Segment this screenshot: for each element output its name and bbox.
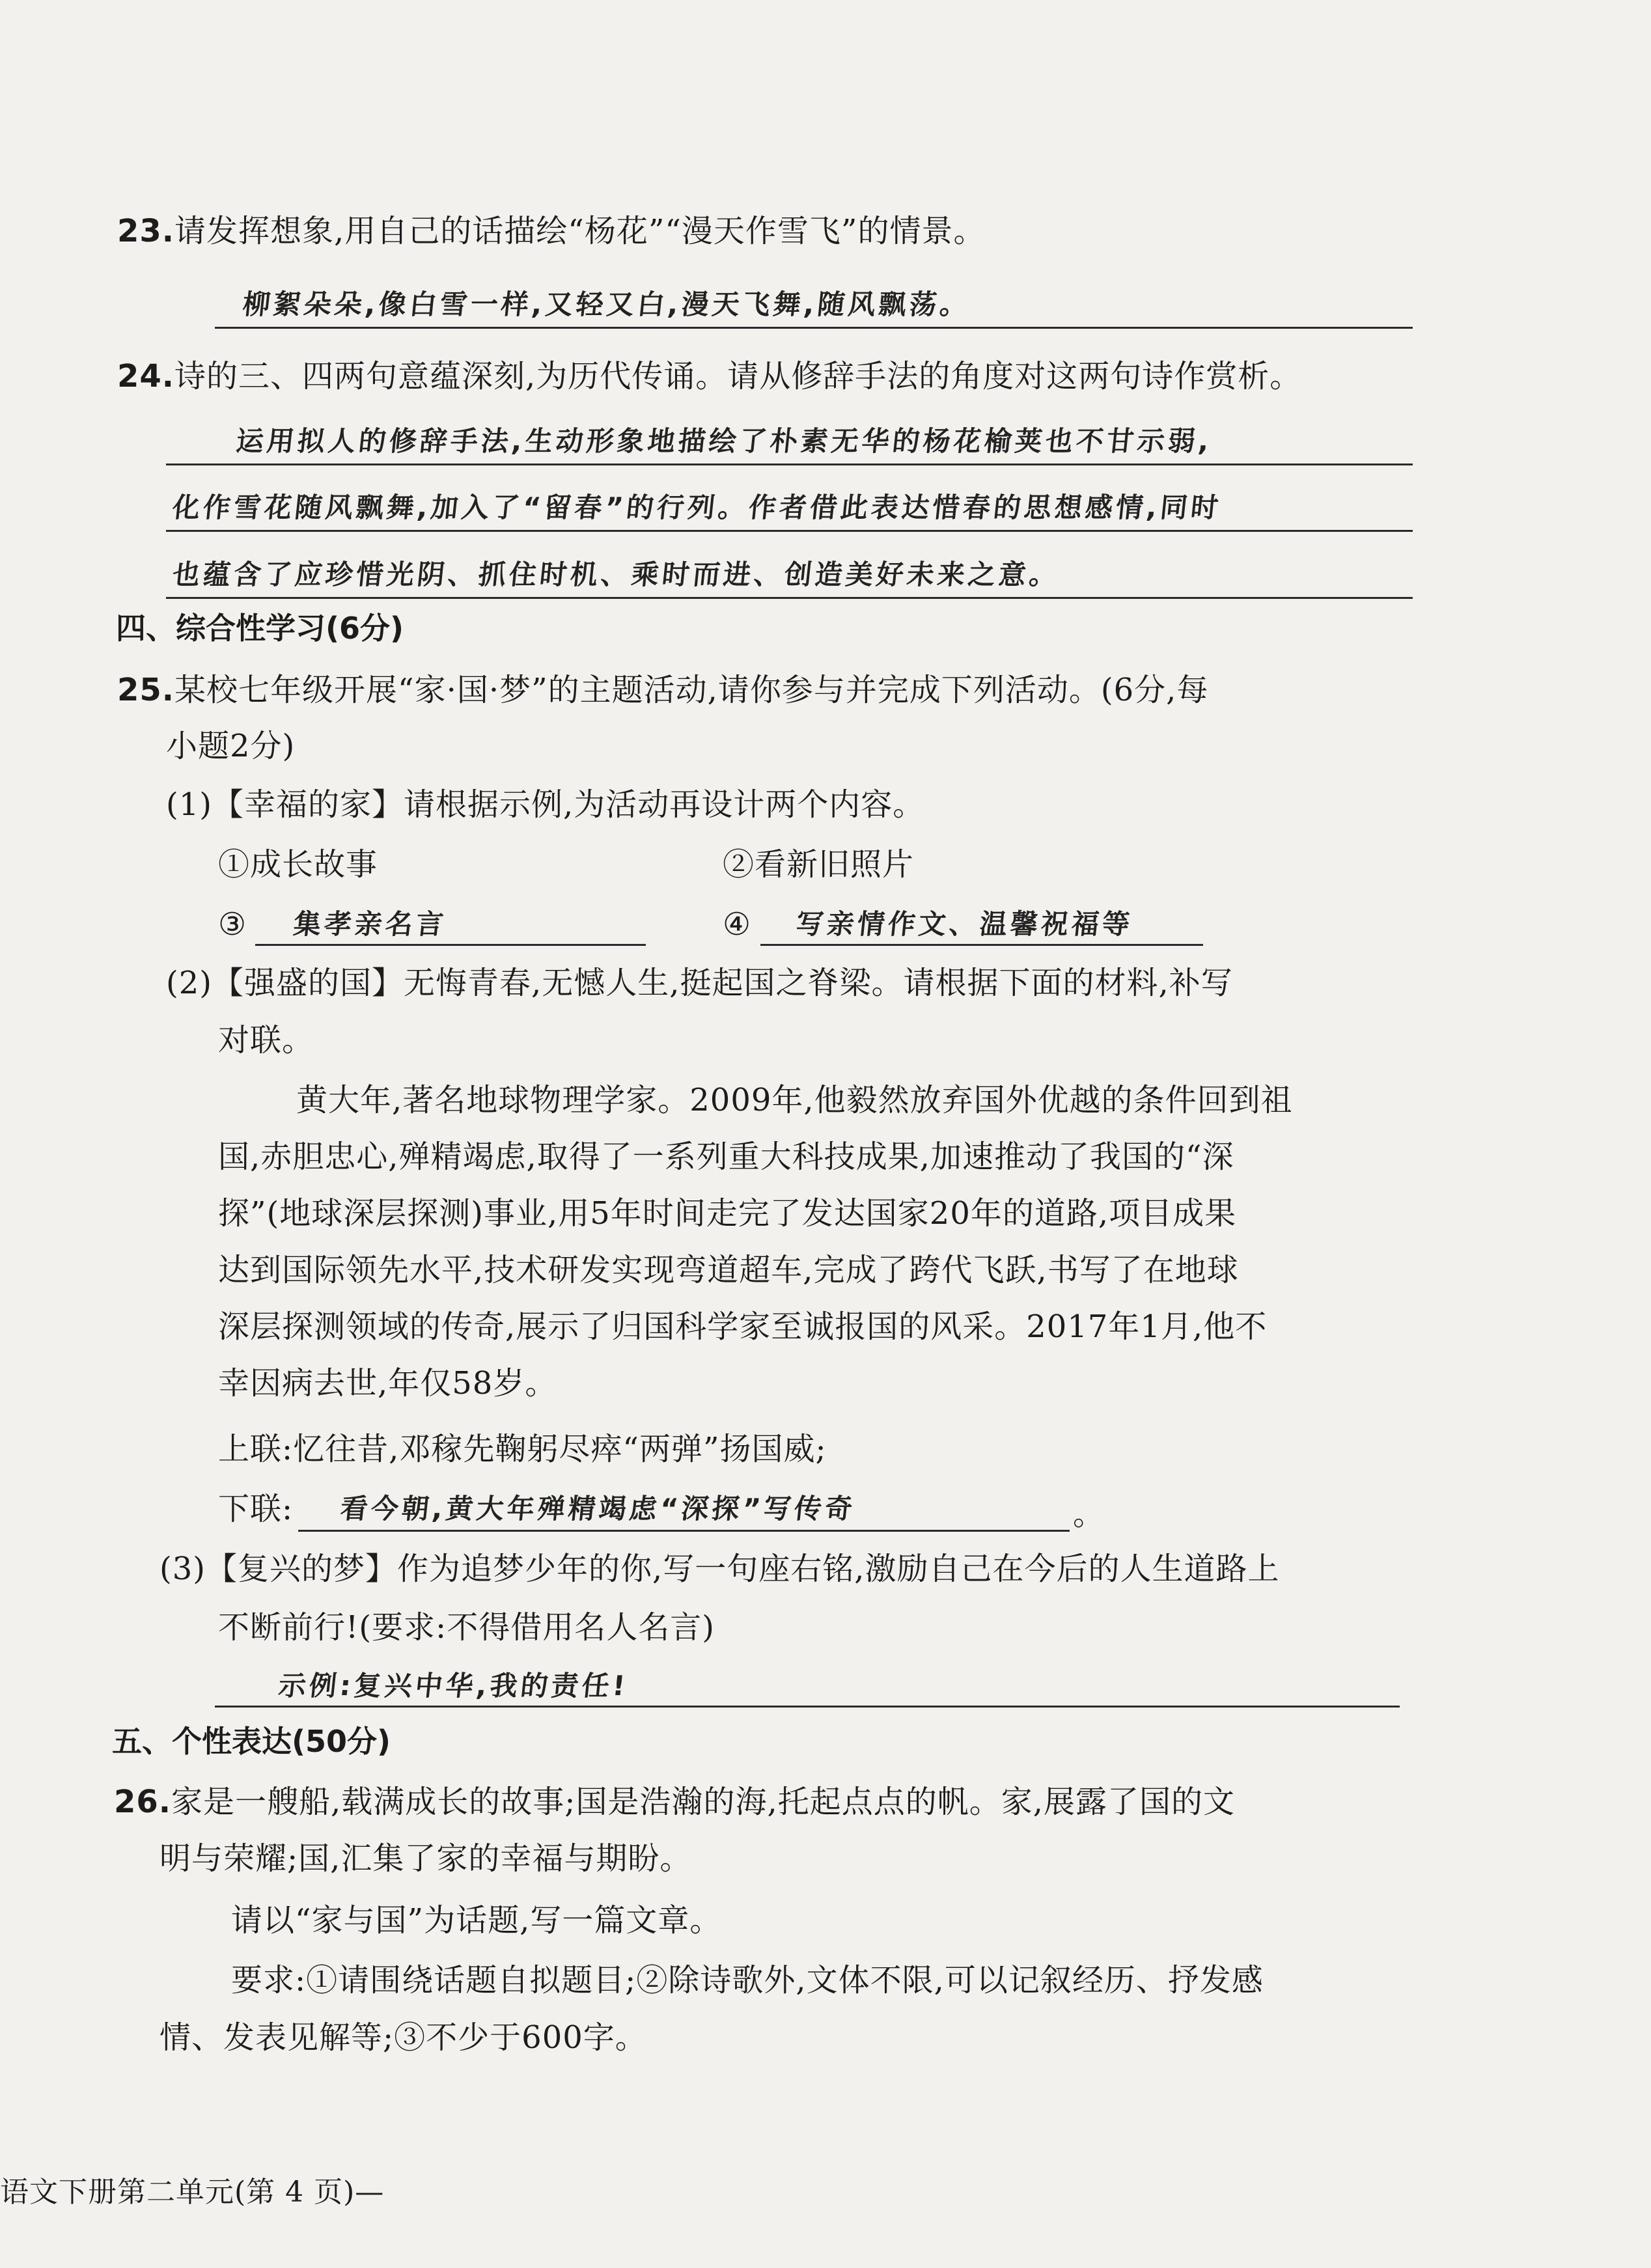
q25-p3-prompt-line-2: 不断前行!(要求:不得借用名人名言) [218, 1609, 715, 1646]
q25-p2-prompt-line-2: 对联。 [218, 1022, 314, 1058]
q25-number: 25. [117, 672, 175, 708]
q25-p2-material-line-4: 达到国际领先水平,技术研发实现弯道超车,完成了跨代飞跃,书写了在地球 [218, 1252, 1239, 1288]
q26-number: 26. [114, 1784, 172, 1820]
q25-p2-upper-couplet: 上联:忆往昔,邓稼先鞠躬尽瘁“两弹”扬国威; [218, 1431, 827, 1467]
q25-p2-lower-answer: 看今朝,黄大年殚精竭虑“深探”写传奇 [339, 1493, 857, 1525]
q23-question [117, 212, 985, 251]
page-footer: 语文下册第二单元(第 4 页)— [0, 2176, 385, 2209]
q25-p1-item-3-label: ③ [218, 906, 247, 943]
q25-p2-lower-label: 下联: [218, 1491, 294, 1527]
q26-line-1 [114, 1782, 1235, 1821]
q26-line-3: 请以“家与国”为话题,写一篇文章。 [231, 1902, 722, 1939]
q26-line-5: 情、发表见解等;③不少于600字。 [160, 2019, 647, 2056]
q25-p1-item-4-label: ④ [723, 906, 752, 943]
q25-text-line-2: 小题2分) [166, 728, 296, 764]
q24-answer-line-1: 运用拟人的修辞手法,生动形象地描绘了朴素无华的杨花榆荚也不甘示弱, [234, 425, 1214, 457]
q25-p2-material-line-2: 国,赤胆忠心,殚精竭虑,取得了一系列重大科技成果,加速推动了我国的“深 [218, 1139, 1234, 1175]
q25-p3-answer-line [215, 1706, 1400, 1708]
section-5-heading: 五、个性表达(50分) [112, 1724, 391, 1759]
q25-p2-lower-line [298, 1530, 1070, 1532]
q23-answer: 柳絮朵朵,像白雪一样,又轻又白,漫天飞舞,随风飘荡。 [241, 288, 973, 320]
q23-answer-line [215, 327, 1413, 329]
q24-answer-line-2: 化作雪花随风飘舞,加入了“留春”的行列。作者借此表达惜春的思想感情,同时 [171, 491, 1223, 523]
q25-p2-prompt-line-1: (2)【强盛的国】无悔青春,无憾人生,挺起国之脊梁。请根据下面的材料,补写 [166, 965, 1233, 1001]
q26-line-2: 明与荣耀;国,汇集了家的幸福与期盼。 [160, 1840, 692, 1877]
q25-p2-material-line-6: 幸因病去世,年仅58岁。 [218, 1365, 557, 1402]
q24-question [117, 357, 1301, 396]
q25-p1-item-3-answer: 集孝亲名言 [292, 908, 449, 940]
q25-p3-answer: 示例:复兴中华,我的责任! [277, 1670, 630, 1702]
q25-p1-item-2: ②看新旧照片 [723, 846, 915, 883]
q24-text: 诗的三、四两句意蕴深刻,为历代传诵。请从修辞手法的角度对这两句诗作赏析。 [174, 358, 1302, 394]
q24-answer-line-3: 也蕴含了应珍惜光阴、抓住时机、乘时而进、创造美好未来之意。 [171, 559, 1062, 590]
q24-rule-2 [166, 530, 1413, 532]
q25-question [117, 671, 1208, 710]
section-4-heading: 四、综合性学习(6分) [116, 611, 404, 646]
q24-number: 24. [117, 358, 175, 394]
q25-p2-lower-end: 。 [1073, 1496, 1105, 1532]
q24-rule-3 [166, 597, 1413, 599]
q23-number: 23. [117, 213, 175, 249]
q25-p1-item-4-line [760, 944, 1203, 946]
q26-text-line-1: 家是一艘船,载满成长的故事;国是浩瀚的海,托起点点的帆。家,展露了国的文 [171, 1784, 1235, 1820]
q26-line-4: 要求:①请围绕话题自拟题目;②除诗歌外,文体不限,可以记叙经历、抒发感 [231, 1962, 1264, 1998]
q23-text: 请发挥想象,用自己的话描绘“杨花”“漫天作雪飞”的情景。 [174, 213, 986, 249]
q25-p1-prompt: (1)【幸福的家】请根据示例,为活动再设计两个内容。 [166, 786, 925, 823]
q25-p1-item-1: ①成长故事 [218, 846, 378, 883]
q25-p3-prompt-line-1: (3)【复兴的梦】作为追梦少年的你,写一句座右铭,激励自己在今后的人生道路上 [160, 1551, 1280, 1587]
q25-text-line-1: 某校七年级开展“家·国·梦”的主题活动,请你参与并完成下列活动。(6分,每 [174, 672, 1209, 708]
q25-p1-item-3-line [255, 944, 646, 946]
q25-p1-item-4-answer: 写亲情作文、温馨祝福等 [794, 908, 1135, 940]
q25-p2-material-line-5: 深层探测领域的传奇,展示了归国科学家至诚报国的风采。2017年1月,他不 [218, 1308, 1268, 1345]
q24-rule-1 [166, 463, 1413, 465]
q25-p2-material-line-3: 探”(地球深层探测)事业,用5年时间走完了发达国家20年的道路,项目成果 [218, 1195, 1237, 1232]
q25-p2-material-line-1: 黄大年,著名地球物理学家。2009年,他毅然放弃国外优越的条件回到祖 [296, 1082, 1293, 1118]
